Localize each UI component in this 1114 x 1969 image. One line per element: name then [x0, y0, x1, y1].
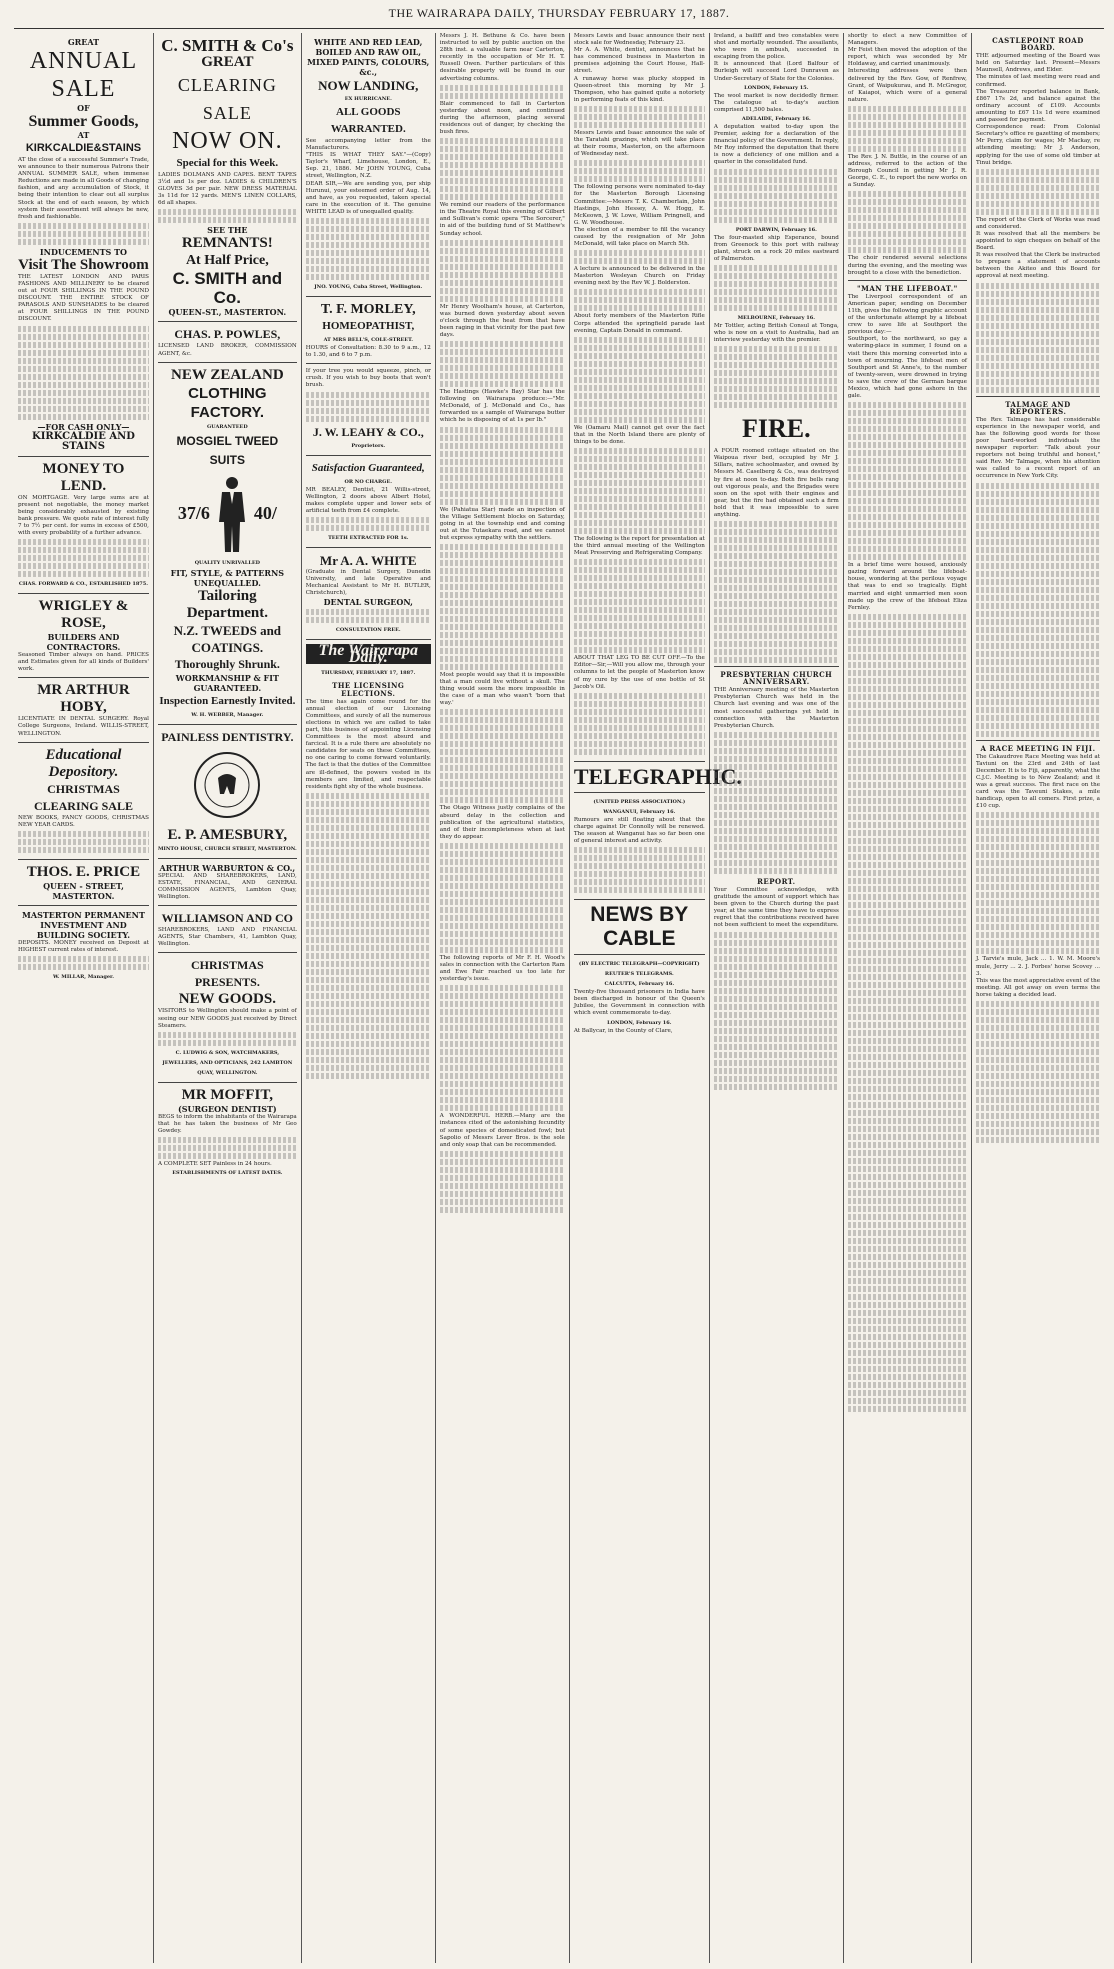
telegraphic-dateline: WANGANUI, February 16. [603, 808, 676, 815]
painless-dentistry-ad [158, 725, 297, 859]
ad-mosgiel: MOSGIEL TWEED SUITS [176, 433, 279, 467]
news-paragraph: The choir rendered several selections during the evening, and the meeting was brought to a close with the benediction. [847, 255, 967, 276]
ad-fit: FIT, STYLE, & PATTERNS [170, 567, 285, 578]
column-1 [14, 33, 154, 1963]
cable-body: Twenty-five thousand prisoners in India have been discharged in honour of the Queen's Jubilee, the Government in connection with which event commemorate to-day. [573, 989, 705, 1017]
ad-tweeds: N.Z. TWEEDS and COATINGS. [173, 622, 282, 655]
telegraphic-heading: TELEGRAPHIC. [574, 761, 705, 793]
ad-at: AT [77, 130, 90, 140]
ad-shrunk: Thoroughly Shrunk. [174, 656, 280, 671]
news-paragraph: The Hastings (Hawke's Bay) Star has the following on Wairarapa produce:—"Mr. McDonald, of J. McDonald and Co., has forwarded us a sample of Wairarapa butter which he is disposing of at 1s per lb." [439, 389, 565, 424]
ad-showroom: Visit The Showroom [18, 256, 149, 273]
suit-illustration [158, 474, 297, 554]
ad-sign: ESTABLISHMENTS OF LATEST DATES. [172, 1170, 283, 1177]
ad-sub: OF [77, 103, 90, 113]
ad-sub: MINTO HOUSE, CHURCH STREET, MASTERTON. [157, 845, 297, 852]
news-paragraph: About forty members of the Masterton Rifle Corps attended the springfield parade last evening, Captain Donald in command. [573, 313, 705, 334]
paper-nameplate: The Wairarapa Daily. [306, 644, 431, 664]
ad-title: ARTHUR WARBURTON & CO., [159, 862, 296, 873]
ad-title: THOS. E. PRICE [26, 863, 141, 880]
lifeboat-heading: "MAN THE LIFEBOAT." [856, 283, 958, 293]
ad-sub: HOMEOPATHIST, [322, 320, 415, 333]
news-paragraph: The Treasurer reported balance in Bank, £867 17s 2d, and balance against the ordinary account of £109. Accounts amounting to £67 11s 1d were examined and passed for payment. [975, 88, 1101, 124]
ad-kicker: GREAT [67, 37, 100, 47]
ad-tailor: Tailoring Department. [186, 587, 268, 621]
news-paragraph: We remind our readers of the performance in the Theatre Royal this evening of Gilbert and Sullivan's comic opera "The Sorcerer," in aid of the building fund of St Matthew's Sunday school. [439, 202, 565, 237]
column-6 [710, 33, 844, 1963]
ad-title: CHRISTMAS PRESENTS. [191, 958, 264, 990]
telegraphic-sub: (UNITED PRESS ASSOCIATION.) [593, 798, 686, 805]
ad-body: ON MORTGAGE. Very large sums are at present not negotiable, the money market being considerably exhausted by existing bank pressure. We quote rate of interest fully 7 to 7½ per cent. for sums in excess of £500, with every probability of a further advance. [18, 494, 149, 536]
ad-body: MR BEALEY, Dentist, 21 Willis-street, Wellington, 2 doors above Albert Hotel, makes complete upper and lower sets of artificial teeth from £4 complete. [305, 486, 431, 514]
ad-sign: W. MILLAR, Manager. [52, 974, 114, 980]
morley-ad [306, 297, 431, 364]
ad-now: NOW LANDING, [318, 78, 419, 93]
ad-see: See accompanying letter from the Manufacturers. [305, 138, 431, 152]
ad-sub: CLOTHING FACTORY. [188, 384, 267, 421]
report-body: Your Committee acknowledge, with gratitude the amount of support which has been given to the Church during the past year, at the same time they have to express regret that the contributions received have not been sufficient to meet the expenditure. [713, 886, 839, 929]
cable-heading: NEWS BY CABLE [574, 899, 705, 955]
ad-sub: BOILED AND RAW OIL, [315, 47, 422, 57]
a-a-white-ad [306, 548, 431, 640]
lifeboat-body-2: Southport, to the northward, so gay a watering-place in summer, I found on a visit there this morning converted into a town of mourning. The lifeboat men of Southport and St Anne's, to the number of twenty-seven, were drowned in trying to save the crew of the German barque Mexico, which had gone ashore in the gale. [847, 336, 967, 400]
ad-addr: AT MRS BELL'S, COLE-STREET. [323, 337, 413, 344]
ad-firm: C. SMITH and Co. [172, 269, 283, 308]
warburton-ad [158, 859, 297, 906]
ad-sub: CHRISTMAS CLEARING SALE [33, 781, 133, 813]
ad-items: THE LATEST LONDON AND PARIS FASHIONS AND MILLINERY to be cleared out at FOUR SHILLINGS IN THE POUND DISCOUNT. THE ENTIRE STOCK OF PARASOLS AND SUNSHADES to be cleared at FOUR SHILLINGS IN THE POUND DISCOUNT. [18, 273, 149, 323]
building-society-ad [18, 906, 149, 986]
ad-body: LICENSED LAND BROKER, COMMISSION AGENT, &c. [157, 343, 297, 357]
ad-title: PAINLESS DENTISTRY. [161, 729, 294, 744]
cable-dateline: CALCUTTA, February 16. [604, 981, 675, 988]
ad-letter: "THIS IS WHAT THEY SAY."—(Copy) Taylor's Wharf, Limehouse, London, E., Sep. 21, 1886. Mr JOHN YOUNG, Cuba street, Wellington, N.Z. [305, 152, 431, 180]
ad-quality: QUALITY UNRIVALLED [194, 559, 260, 566]
news-paragraph: The following is the report for presentation at the third annual meeting of the Wellington Meat Preserving and Refrigerating Company. [573, 536, 705, 557]
report-heading: REPORT. [757, 876, 796, 886]
ad-title: WRIGLEY & ROSE, [38, 598, 129, 632]
ad-sign: CHAS. FORWARD & CO., ESTABLISHED 1875. [18, 581, 149, 588]
ad-title: MONEY TO LEND. [42, 460, 125, 494]
news-paragraph: Mr Feist then moved the adoption of the report, which was seconded by Mr Holdaway, and carried unanimously. [847, 47, 967, 68]
column-5 [570, 33, 742, 1963]
ad-street: QUEEN-ST., MASTERTON. [168, 307, 287, 318]
white-lead-ad [306, 33, 431, 297]
leader-heading: THE LICENSING ELECTIONS. [332, 681, 405, 698]
ad-invite: Inspection Earnestly Invited. [159, 694, 296, 707]
ad-title: WILLIAMSON AND CO [161, 911, 294, 926]
news-paragraph: We (Pahiatua Star) made an inspection of the Village Settlement blocks on Saturday, going in at the township end and coming out at the Tutaekara road, and we cannot but express sympathy with the settlers. [439, 506, 565, 541]
price-1: 37/6 [177, 503, 210, 524]
bealey-ad [306, 456, 431, 548]
cable-body-2: At Ballycar, in the County of Clare, [573, 1027, 673, 1034]
news-paragraph: Mr Henry Woolham's house, at Carterton, was burned down yesterday about seven o'clock through the heat from that have been raging in that vicinity for the past few days. [439, 303, 565, 338]
ad-title-2: E. P. AMESBURY, [167, 826, 288, 843]
ad-body: Seasoned Timber always on hand. PRICES and Estimates given for all kinds of Builders' work. [18, 652, 149, 673]
christmas-presents-ad [158, 953, 297, 1082]
news-paragraph: It is announced that (Lord Balfour of Burleigh will succeed Lord Dunraven as Under-Secretary of State for the Colonies. [713, 61, 839, 82]
ad-title: T. F. MORLEY, [320, 302, 416, 318]
news-paragraph: A lecture is announced to be delivered in the Masterton Wesleyan Church on Friday evening next by the Rev W. J. Bolderston. [573, 266, 705, 287]
ad-sub: BUILDERS AND CONTRACTORS. [46, 632, 121, 653]
ad-title: ANNUAL SALE [29, 48, 138, 102]
column-3 [302, 33, 436, 1963]
news-paragraph: We (Oamaru Mail) cannot get over the fact that in the North Island there are plenty of things to be done. [573, 424, 705, 445]
ad-list: A COMPLETE SET Painless in 24 hours. [157, 1160, 272, 1167]
lifeboat-body-3: In a brief time were housed, anxiously gazing forward around the lifeboat-house, wondering at the perilous voyage that was to end so tragically. Eight married and eight unmarried men soon made up the crew of the lifeboat Eliza Fernley. [847, 562, 967, 611]
ad-body: NEW BOOKS, FANCY GOODS, CHRISTMAS NEW YEAR CARDS. [18, 814, 149, 828]
news-paragraph: A runaway horse was plucky stopped in Queen-street this morning by Mr J. Thompson, who has gained quite a notoriety in performing feats of this kind. [573, 75, 705, 103]
ad-sub: DENTAL SURGEON, [323, 597, 413, 608]
news-paragraph: Mr A. A. White, dentist, announces that he has commenced business in Masterton in premises adjoining the Court House, Hall-street. [573, 47, 705, 75]
presbyterian-body: THE Anniversary meeting of the Masterton Presbyterian Church was held in the Church last evening and was one of the most successful gatherings yet held in connection with the Masterton Presbyterian Church. [713, 687, 839, 729]
masthead [14, 6, 1104, 29]
news-paragraph: The minutes of last meeting were read and confirmed. [975, 74, 1101, 88]
news-paragraph: Interesting addresses were then delivered by the Rev. Gow, of Renfrew, Grant, of Waipukurau, and R. McGregor, of Kaiapoi, which were of a general nature. [847, 68, 967, 103]
dateline: THURSDAY, FEBRUARY 17, 1887. [321, 670, 416, 677]
column-8 [972, 33, 1104, 1963]
wrigley-rose-ad [18, 594, 149, 678]
ad-body: LICENTIATE IN DENTAL SURGERY. Royal College Surgeons, Ireland. WILLIS-STREET, WELLINGTON. [18, 716, 149, 737]
dateline: MELBOURNE, February 16. [737, 314, 815, 321]
ad-half: At Half Price, [185, 253, 269, 269]
ad-see: SEE THE [207, 225, 248, 236]
educational-depository-ad [18, 743, 149, 860]
ad-all: ALL GOODS WARRANTED. [330, 106, 406, 135]
ad-ex: EX HURRICANE. [344, 96, 392, 102]
news-paragraph: Messrs J. H. Bethune & Co. have been instructed to sell by public auction on the 28th inst. a valuable farm near Carterton, recently in the occupation of Mr H. T. Russell Owen. Further particulars of this desirable property will be found in our advertising columns. [439, 33, 565, 82]
race-results: J. Tarvie's mule, Jack ... 1. W. M. Moore's mule, Jerry ... 2. J. Forbes' horse Scovey ... 3. [975, 956, 1101, 977]
arthur-hoby-ad [18, 678, 149, 742]
money-to-lend-ad [18, 457, 149, 595]
telegraphic-body: Rumours are still floating about that the charge against Dr Connolly will be renewed. The season at Wanganui has so far been one of general interest and activity. [573, 816, 705, 845]
ad-body: DEAR SIR,—We are sending you, per ship Hurunui, your esteemed order of Aug. 14, and have, as you requested, taken special care in the execution of it. The genuine WHITE LEAD is of unequalled quality. [305, 180, 431, 215]
race-end: This was the most appreciative event of the meeting. All got away on even terms the horse taking a decided lead. [975, 977, 1101, 998]
column-4 [436, 33, 570, 1963]
ad-guaranteed: WORKMANSHIP & FIT GUARANTEED. [175, 672, 279, 693]
ad-sub: (SURGEON DENTIST) [177, 1103, 277, 1114]
castlepoint-heading: CASTLEPOINT ROAD BOARD. [992, 36, 1084, 53]
ad-special: Special for this Week. [176, 157, 279, 169]
news-paragraph: The four-masted ship Esperance, bound from Greenock to this port with railway plant, struck on a rock 20 miles eastward of Palmerston. [713, 234, 839, 262]
news-paragraph: Correspondence read: From Colonial Secretary's office re gazetting of members; Mr Perry, claim for wages; Mr Mackay, re attending meeting; Mr J. Anderson, applying for the use of some old timber at Tinui bridge. [975, 124, 1101, 166]
dentistry-seal-icon [192, 750, 262, 820]
ad-mixed: MIXED PAINTS, COLOURS, &c., [307, 57, 430, 77]
ad-body: AT the close of a successful Summer's Trade, we announce to their numerous Patrons their ANNUAL SUMMER SALE, when immense Reductions are made in all Goods of changing fashion, and any accumulation of Stock, it being their intention to clear out all surplus Stock at the end of each season, by which system their assortment will always be new, fresh and fashionable. [18, 157, 149, 220]
cable-sub: (BY ELECTRIC TELEGRAPH—COPYRIGHT) [578, 961, 700, 968]
ad-body: SPECIAL AND SHAREBROKERS, LAND, ESTATE, FINANCIAL, AND GENERAL COMMISSION AGENTS, Lambton Quay, Wellington. [157, 872, 297, 901]
williamson-ad [158, 906, 297, 953]
cable-reuters: REUTER'S TELEGRAMS. [604, 971, 674, 978]
ad-body: DEPOSITS. MONEY received on Deposit at HIGHEST current rates of interest. [18, 939, 149, 953]
price-2: 40/ [253, 503, 277, 524]
race-body: The Cakaudrove Race Meeting was held at Taviuni on the 23rd and 24th of last December. It is to Fiji, apparently, what the C.J.C. Meeting is to New Zealand; and it was a great success. The first race on the card was the Taveuni Stakes, a mile handicap, open to all comers. First prize, a £10 cup. [975, 753, 1101, 810]
thos-price-ad [18, 860, 149, 906]
leader-body: The time has again come round for the annual election of our Licensing Committees, and surely of all the numerous elections in which we are called to take part, this business of appointing Licensing Committees is the most absurd and farcical. It is a rule there are absolutely no candidates for seats on these Committees, no one caring to come forward voluntarily. The fact is that the duties of the Committee are ill-defined, the powers vested in its members are limited, and respectable residents fight shy of the whole business. [305, 698, 431, 790]
news-paragraph: It was resolved that the Clerk be instructed to prepare a statement of accounts between the Akiteo and this Board for approval at next meeting. [975, 252, 1101, 280]
news-paragraph: The report of the Clerk of Works was read and considered. [975, 216, 1101, 230]
mr-moffit-ad [158, 1083, 297, 1182]
ad-title: Satisfaction Guaranteed, [311, 461, 425, 474]
ad-sub: NEW GOODS. [178, 991, 276, 1008]
ad-title: MR MOFFIT, [181, 1086, 274, 1103]
ad-title: C. SMITH & Co's [161, 36, 294, 55]
ad-body: SHAREBROKERS, LAND AND FINANCIAL AGENTS, Star Chambers, 41, Lambton Quay, Wellington. [157, 927, 297, 948]
news-paragraph: Most people would say that it is impossible that a man could live without a skull. The thing would seem the more impossible in the case of a man who wasn't 'born that way.' [439, 672, 565, 707]
chas-powles-ad [158, 322, 297, 362]
news-paragraph: Blair commenced to fall in Carterton yesterday about noon, and continued during the afternoon, placing several residences out of danger, by checking the bush fires. [439, 100, 565, 136]
ad-unequalled: UNEQUALLED. [193, 577, 261, 588]
ad-cash: —FOR CASH ONLY— [37, 421, 130, 432]
ad-sign: W. H. WEBBER, Manager. [191, 711, 264, 718]
clothing-factory-ad [158, 363, 297, 725]
ad-showroom-intro: INDUCEMENTS TO [39, 246, 128, 257]
lifeboat-body: The Liverpool correspondent of an American paper, sending on December 11th, gives the following graphic account of the unfortunate attempt by a lifeboat crew to save life at Southport the previous day:— [847, 293, 967, 336]
ad-sub: OR NO CHARGE. [344, 478, 392, 485]
ad-sign: C. LUDWIG & SON, WATCHMAKERS, JEWELLERS, AND OPTICIANS, 242 LAMBTON QUAY, WELLINGTON. [162, 1049, 293, 1076]
leahy-ad [306, 364, 431, 455]
news-paragraph: shortly to elect a new Committee of Managers. [847, 33, 967, 47]
ad-sign: KIRKCALDIE AND STAINS [32, 430, 135, 452]
ad-body: (Graduate in Dental Surgery, Dunedin University, and late Operative and Mechanical Assistant to Mr H. BUTLER, Christchurch), [305, 568, 431, 597]
ad-teeth: TEETH EXTRACTED FOR 1s. [328, 534, 409, 541]
talmage-heading: TALMAGE AND REPORTERS. [1005, 399, 1071, 416]
news-paragraph: The Rev. J. N. Buttle, in the course of an address, referred to the action of the Borough Council in getting Mr J. R. George, C. E., to report the new works on a Sunday. [847, 153, 967, 189]
cable-dateline-2: LONDON, February 16. [607, 1019, 672, 1026]
ad-top: WHITE AND RED LEAD, [314, 37, 423, 47]
dateline: LONDON, February 15. [744, 84, 809, 91]
ad-title: NEW ZEALAND [171, 366, 284, 383]
news-paragraph: A WONDERFUL HERB.—Many are the instances cited of the astonishing fecundity of some species of domesticated fowl; but Sapolio of Messrs Lever Bros. is the sole and only soap that can be recommended. [439, 1113, 565, 1148]
columns [14, 33, 1104, 1963]
ad-sign: Proprietors. [351, 442, 386, 449]
talmage-body: The Rev. Talmage has had considerable experience in the newspaper world, and has the following good words for those poor hard-worked individuals the newspaper reporter: "Talk about your reporters not being truthful and honest," said Rev. Mr Talmage, when his attention was called to a recent report of an occurrence in New York City. [975, 416, 1101, 480]
news-paragraph: Ireland, a bailiff and two constables were shot and mortally wounded. The assailants, who were in ambush, succeeded in escaping from the police. [713, 33, 839, 61]
news-paragraph: Messrs Lewis and Isaac announce their next stock sale for Wednesday, February 23. [573, 33, 705, 47]
news-paragraph: Mr Tottler, acting British Consul at Tonga, who is now on a visit to Australia, had an interview yesterday with the premier. [713, 322, 839, 344]
column-7 [844, 33, 972, 1963]
news-paragraph: Messrs Lewis and Isaac announce the sale of the Taratahi grazings, which will take place at their rooms, Masterton, on the afternoon of Wednesday next. [573, 129, 705, 158]
ad-now: NOW ON. [172, 128, 283, 154]
ad-guar: GUARANTEED [207, 423, 248, 430]
ad-remnants: REMNANTS! [181, 235, 273, 252]
dateline: PORT DARWIN, February 16. [735, 226, 817, 233]
column-2 [154, 33, 302, 1963]
ad-sale: CLEARING SALE [177, 75, 277, 123]
news-paragraph: The following reports of Mr F. H. Wood's sales in connection with the Carterton Ram and Ewe Fair reached us too late for yesterday's issue. [439, 954, 565, 983]
fire-heading: FIRE. [742, 414, 811, 444]
masthead-title: THE WAIRARAPA DAILY, THURSDAY FEBRUARY 17, 1887. [388, 6, 730, 20]
ad-body: VISITORS to Wellington should make a point of seeing our NEW GOODS just received by Direct Steamers. [157, 1008, 297, 1029]
news-paragraph: A deputation waited to-day upon the Premier, asking for a declaration of the financial policy of the Government. In reply, Mr Roy informed the deputation that there is now a deficiency of one million and a quarter in the consolidated fund. [713, 123, 839, 166]
ad-title: MR ARTHUR HOBY, [37, 682, 130, 716]
news-paragraph: The wool market is now decidedly firmer. The catalogue at to-day's auction comprised 11,500 bales. [713, 92, 839, 113]
ad-title: MASTERTON PERMANENT INVESTMENT AND BUILDING SOCIETY. [22, 909, 145, 940]
ad-title: CHAS. P. POWLES, [174, 327, 281, 342]
c-smith-ad [158, 33, 297, 322]
ad-title: J. W. LEAHY & CO., [312, 424, 424, 439]
news-paragraph: It was resolved that all the members be appointed to sign cheques on behalf of the Board. [975, 230, 1101, 252]
ad-fee: CONSULTATION FREE. [335, 627, 401, 634]
ad-great: GREAT [201, 54, 254, 70]
ad-body: BEGS to inform the inhabitants of the Wairarapa that he has taken the business of Mr Geo Gowdey. [157, 1113, 297, 1134]
news-paragraph: The following persons were nominated to-day for the Masterton Borough Licensing Committee:—Messrs T. K. Chamberlain, John Hastings, John Hessey, A. W. Hogg, E. McKeown, J. W. Lowe, William Pringnell, and G. W. Woodhouse. [573, 184, 705, 226]
presbyterian-heading: PRESBYTERIAN CHURCH ANNIVERSARY. [720, 670, 833, 687]
news-paragraph: The election of a member to fill the vacancy caused by the resignation of Mr John McDonald, will take place on March 5th. [573, 226, 705, 248]
ad-title: Mr A. A. WHITE [319, 552, 417, 568]
race-heading: A RACE MEETING IN FIJI. [980, 743, 1096, 753]
kirkcaldie-stains-ad [18, 33, 149, 457]
ad-hours: HOURS of Consultation: 8.30 to 9 a.m., 12 to 1.30, and 6 to 7 p.m. [305, 345, 431, 359]
news-paragraph: The Otago Witness justly complains of the absurd delay in the collection and publication of the agricultural statistics, and of their incompleteness when at last they do appear. [439, 805, 565, 840]
ad-body: QUEEN - STREET, MASTERTON. [43, 880, 124, 901]
fire-body: A FOUR roomed cottage situated on the Waipoua river bed, occupied by Mr J. Sillars, native schoolmaster, and owned by Messrs M. Caselberg & Co., was destroyed by fire at noon to-day. Both fire bells rang out vigorous peals, and the Brigades were soon on the spot with their engines and gear, but the fire had obtained such a firm hold that it was impossible to save anything. [713, 448, 839, 518]
ad-sign: JNO. YOUNG, Cuba Street, Wellington. [314, 284, 423, 291]
news-paragraph: ABOUT THAT LEG TO BE CUT OFF.—To the Editor—Sir,—Will you allow me, through your columns to let the people of Masterton know of my cure by the use of one bottle of St Jacob's Oil. [573, 655, 705, 690]
dateline: ADELAIDE, February 16. [741, 115, 811, 122]
ad-title: Educational Depository. [45, 746, 122, 780]
ad-goods: Summer Goods, [28, 113, 139, 130]
ad-firm: KIRKCALDIE&STAINS [25, 142, 142, 154]
ad-items: LADIES DOLMANS AND CAPES. BENT TAPES 3½d and 1s per doz. LADIES & CHILDREN'S GLOVES 3d per pair. NEW DRESS MATERIAL 3s 11d for 12 yards. MEN'S LINEN COLLARS, 6d all shapes. [157, 172, 297, 207]
ad-body: If your tree you would squeeze, pinch, or crush. If you wish to buy boots that won't brush. [305, 368, 431, 389]
news-paragraph: THE adjourned meeting of the Board was held on Saturday last. Present—Messrs Maunsell, Andrews, and Elder. [975, 53, 1101, 74]
man-in-suit-illustration [214, 474, 250, 554]
